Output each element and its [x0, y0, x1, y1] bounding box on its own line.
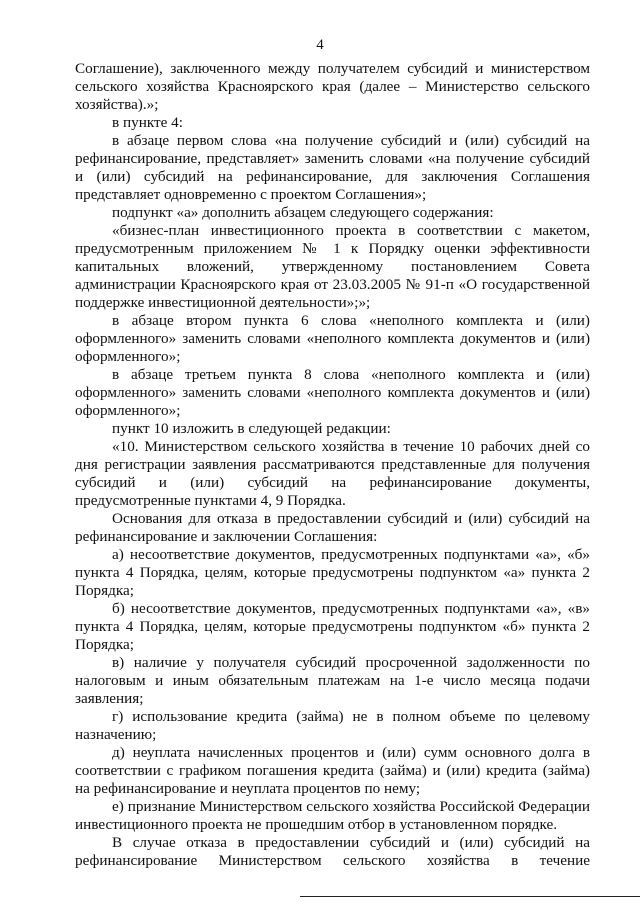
paragraph-soglashenie-continuation: Соглашение), заключенного между получателем субсидий и министерством сельского хозяйства Красноярского края (далее – Министерство сельского хозяйства).»;: [75, 60, 590, 113]
list-item-d: д) неуплата начисленных процентов и (или) сумм основного долга в соответствии с графиком погашения кредита (займа) и (или) кредита (займа) на рефинансирование и неуплата процентов по нему;: [75, 744, 590, 797]
paragraph-punkt-10-text: «10. Министерством сельского хозяйства в течение 10 рабочих дней со дня регистрации заявления рассматриваются представленные для получения субсидий и (или) субсидий на рефинансирование документы, предусмотренные пунктами 4, 9 Порядка.: [75, 438, 590, 509]
paragraph-v-sluchae-otkaza: В случае отказа в предоставлении субсидий и (или) субсидий на рефинансирование Министерством сельского хозяйства в течение: [75, 834, 590, 869]
list-item-a: а) несоответствие документов, предусмотренных подпунктами «а», «б» пункта 4 Порядка, целям, которые предусмотрены подпунктом «а» пункта 2 Порядка;: [75, 546, 590, 599]
list-item-g: г) использование кредита (займа) не в полном объеме по целевому назначению;: [75, 708, 590, 743]
bottom-divider: [300, 896, 640, 897]
paragraph-punkt-10-heading: пункт 10 изложить в следующей редакции:: [112, 420, 391, 437]
list-item-b: б) несоответствие документов, предусмотренных подпунктами «а», «в» пункта 4 Порядка, целям, которые предусмотрены подпунктом «б» пункта 2 Порядка;: [75, 600, 590, 653]
list-item-v: в) наличие у получателя субсидий просроченной задолженности по налоговым и иным обязательным платежам на 1-е число месяца подачи заявления;: [75, 654, 590, 707]
paragraph-punkt-8: в абзаце третьем пункта 8 слова «неполного комплекта и (или) оформленного» заменить словами «неполного комплекта документов и (или) оформленного»;: [75, 366, 590, 419]
paragraph-osnovaniya-otkaza: Основания для отказа в предоставлении субсидий и (или) субсидий на рефинансирование и заключении Соглашения:: [75, 510, 590, 545]
page-number: 4: [316, 37, 324, 53]
document-body: [75, 60, 590, 870]
paragraph-punkt-4-heading: в пункте 4:: [112, 114, 183, 131]
paragraph-biznes-plan: «бизнес-план инвестиционного проекта в соответствии с макетом, предусмотренным приложением № 1 к Порядку оценки эффективности капитальных вложений, утвержденному постановлением Совета администрации Красноярского края от 23.03.2005 № 91-п «О государственной поддержке инвестиционной деятельности»;»;: [75, 222, 590, 311]
paragraph-abzac-pervyi: в абзаце первом слова «на получение субсидий и (или) субсидий на рефинансирование, представляет» заменить словами «на получение субсидий и (или) субсидий на рефинансирование, для заключения Соглашения представляет одновременно с проектом Соглашения»;: [75, 132, 590, 203]
list-item-e: е) признание Министерством сельского хозяйства Российской Федерации инвестиционного проекта не прошедшим отбор в установленном порядке.: [75, 798, 590, 833]
paragraph-punkt-6: в абзаце втором пункта 6 слова «неполного комплекта и (или) оформленного» заменить словами «неполного комплекта документов и (или) оформленного»;: [75, 312, 590, 365]
paragraph-podpunkt-a: подпункт «а» дополнить абзацем следующего содержания:: [112, 204, 494, 221]
